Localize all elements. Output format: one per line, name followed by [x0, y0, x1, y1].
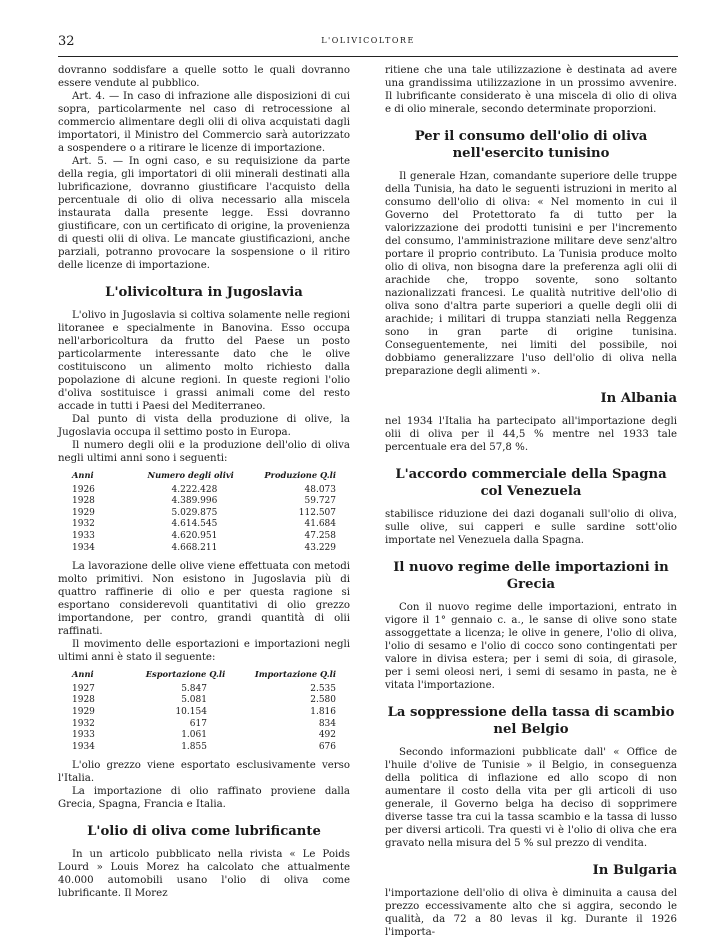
table-cell: 617 [189, 718, 207, 729]
table-cell: 4.222.428 [171, 484, 218, 495]
table-header: Numero degli olivi [147, 470, 234, 480]
section-title-grecia: Il nuovo regime delle importazioni in Grecia [393, 560, 669, 592]
table-row [72, 742, 336, 754]
section-title-tunisino: Per il consumo dell'olio di oliva nell'esercito tunisino [414, 129, 648, 161]
table-cell: 1932 [72, 519, 95, 530]
table-cell: 41.684 [304, 519, 336, 530]
table-cell: 676 [318, 741, 336, 752]
section-title-bulgaria: In Bulgaria [592, 863, 677, 878]
table-cell: 1.061 [181, 730, 207, 741]
paragraph: ritiene che una tale utilizzazione è destinata ad avere una grandissima utilizzazione in un prossimo avvenire. Il lubrificante considerato è una miscela di olio di oliva e di olio minerale, secondo determinate proporzioni. [385, 65, 677, 115]
paragraph: L'olivo in Jugoslavia si coltiva solamente nelle regioni litoranee e specialmente in Banovina. Esso occupa nell'arboricoltura da frutto del Paese un posto particolarmente interessante dato che le olive costituiscono un alimento molto richiesto dalla popolazione di alcune regioni. In queste regioni l'olio d'oliva sostituisce i grassi animali come del resto accade in tutti i Paesi del Mediterraneo. [58, 310, 350, 412]
table-cell: 492 [318, 730, 336, 741]
table-cell: 5.847 [181, 683, 207, 694]
table-cell: 4.668.211 [171, 542, 218, 553]
paragraph: l'importazione dell'olio di oliva è diminuita a causa del prezzo eccessivamente alto che si aggira, secondo le qualità, da 72 a 80 levas il kg. Durante il 1926 l'importa- [385, 888, 677, 938]
table-row [72, 719, 336, 731]
table-cell: 59.727 [304, 496, 336, 507]
table-row [72, 543, 336, 555]
page-number: 32 [58, 34, 75, 49]
left-column [58, 64, 350, 900]
table-cell: 1928 [72, 496, 95, 507]
paragraph: Con il nuovo regime delle importazioni, entrato in vigore il 1° gennaio c. a., le sanse di olive sono state assoggettate a licenza; le olive in genere, l'olio di oliva, l'olio di sesamo e l'olio di cocco sono contingentati per valore in divisa estera; per i semi di soia, di girasole, per i semi oleosi neri, i semi di sesamo in pasta, ne è vitata l'importazione. [385, 602, 677, 691]
table-header: Anni [72, 669, 94, 680]
section-title-lubrificante: L'olio di oliva come lubrificante [87, 824, 321, 840]
table-cell: 1929 [72, 706, 95, 717]
table-cell: 10.154 [175, 706, 207, 717]
table-cell: 2.535 [310, 683, 336, 694]
paragraph: Il movimento delle esportazioni e importazioni negli ultimi anni è stato il seguente: [58, 639, 350, 664]
running-title: L'OLIVICOLTORE [321, 36, 415, 45]
table-cell: 1934 [72, 542, 95, 553]
section-title-jugoslavia: L'olivicoltura in Jugoslavia [105, 285, 303, 300]
table-cell: 1933 [72, 530, 95, 541]
paragraph: Art. 5. — In ogni caso, e su requisizione da parte della regia, gli importatori di olii minerali destinati alla lubrificazione, dovranno giustificare l'acquisto della percentuale di olio di oliva necessario alla miscela instaurata dalla presente legge. Essi dovranno giustificare, con un certificato di origine, la provenienza di questi olii di oliva. Le mancate giustificazioni, anche parziali, potranno provocare la sospensione o il ritiro delle licenze di importazione. [58, 156, 350, 271]
table-cell: 1932 [72, 718, 95, 729]
table-row [72, 531, 336, 543]
table-cell: 4.620.951 [171, 530, 218, 541]
paragraph: L'olio grezzo viene esportato esclusivamente verso l'Italia. [58, 760, 350, 785]
paragraph: Art. 4. — In caso di infrazione alle disposizioni di cui sopra, particolarmente nel caso di retrocessione al commercio alimentare degli olii di oliva acquistati dagli importatori, il Ministro del Commercio sarà autorizzato a sospendere o a ritirare le licenze di importazione. [58, 91, 350, 154]
table-cell: 4.389.996 [171, 496, 218, 507]
section-title-albania: In Albania [600, 391, 677, 406]
table-row [72, 485, 336, 497]
paragraph: La lavorazione delle olive viene effettuata con metodi molto primitivi. Non esistono in Jugoslavia più di quattro raffinerie di olio e per questa ragione si esportano considerevoli quantitativi di olio grezzo importandone, per contro, grandi quantità di olii raffinati. [58, 561, 350, 638]
paragraph: La importazione di olio raffinato proviene dalla Grecia, Spagna, Francia e Italia. [58, 786, 350, 811]
table-header: Anni [72, 470, 94, 480]
table-cell: 1926 [72, 484, 95, 495]
paragraph: dovranno soddisfare a quelle sotto le quali dovranno essere vendute al pubblico. [58, 65, 350, 89]
table-cell: 1928 [72, 695, 95, 706]
table-cell: 5.081 [181, 695, 207, 706]
table-cell: 1927 [72, 683, 95, 694]
table-cell: 1.855 [181, 741, 207, 752]
table-header: Esportazione Q.li [145, 669, 226, 680]
header-rule [58, 56, 678, 57]
paragraph: In un articolo pubblicato nella rivista « Le Poids Lourd » Louis Morez ha calcolato che attualmente 40.000 automobili usano l'olio di oliva come lubrificante. Il Morez [58, 849, 350, 900]
table-cell: 43.229 [304, 542, 336, 553]
table-cell: 112.507 [298, 507, 336, 518]
right-column [385, 64, 677, 939]
table-row [72, 496, 336, 508]
table-row [72, 519, 336, 531]
table-cell: 47.258 [304, 530, 336, 541]
olive-production-table [72, 470, 336, 554]
page-header [58, 34, 678, 52]
section-title-belgio: La soppressione della tassa di scambio nel Belgio [387, 705, 675, 737]
table-cell: 2.580 [310, 695, 336, 706]
table-cell: 48.073 [304, 484, 336, 495]
table-cell: 1.816 [310, 706, 336, 717]
table-cell: 5.029.875 [171, 507, 218, 518]
table-row [72, 684, 336, 696]
table-row [72, 695, 336, 707]
table-cell: 1929 [72, 507, 95, 518]
table-cell: 834 [318, 718, 336, 729]
table-cell: 4.614.545 [171, 519, 218, 530]
table-row [72, 730, 336, 742]
table-row [72, 707, 336, 719]
table-row [72, 508, 336, 520]
table-header: Produzione Q.li [264, 470, 336, 480]
section-title-spagna: L'accordo commerciale della Spagna col Venezuela [395, 467, 667, 499]
paragraph: Il numero degli olii e la produzione dell'olio di oliva negli ultimi anni sono i seguenti: [58, 440, 350, 464]
paragraph: nel 1934 l'Italia ha partecipato all'importazione degli olii di oliva per il 44,5 % mentre nel 1933 tale percentuale era del 57,8 %. [385, 416, 677, 453]
table-cell: 1933 [72, 730, 95, 741]
paragraph: stabilisce riduzione dei dazi doganali sull'olio di oliva, sulle olive, sui capperi e sulle sardine sott'olio importate nel Venezuela dalla Spagna. [385, 509, 677, 546]
paragraph: Dal punto di vista della produzione di olive, la Jugoslavia occupa il settimo posto in Europa. [58, 414, 350, 438]
paragraph: Secondo informazioni pubblicate dall' « Office de l'huile d'olive de Tunisie » il Belgio, in conseguenza della politica di inflazione ed allo scopo di non aumentare il costo della vita per gli articoli di uso generale, il Governo belga ha deciso di sopprimere diverse tasse tra cui la tassa scambio e la tassa di lusso per diversi articoli. Tra questi vi è l'olio di oliva che era gravato nella misura del 5 % sul prezzo di vendita. [385, 747, 677, 849]
export-import-table [72, 669, 336, 753]
table-header: Importazione Q.li [254, 669, 336, 680]
table-cell: 1934 [72, 741, 95, 752]
paragraph: Il generale Hzan, comandante superiore delle truppe della Tunisia, ha dato le seguenti istruzioni in merito al consumo dell'olio di oliva: « Nel momento in cui il Governo del Protettorato fa di tutto per la valorizzazione dei prodotti tunisini e per l'incremento del consumo, l'amministrazione militare deve senz'altro portare il proprio contributo. La Tunisia produce molto olio di oliva, non bisogna dare la preferenza agli olii di arachide che, troppo sovente, sono soltanto nazionalizzati francesi. Le qualità nutritive dell'olio di oliva sono d'altra parte superiori a quelle degli olii di arachide; i militari di truppa stanziati nella Reggenza sono in gran parte di origine tunisina. Conseguentemente, nei limiti del possibile, noi dobbiamo generalizzare l'uso dell'olio di oliva nella preparazione degli alimenti ». [385, 171, 677, 377]
